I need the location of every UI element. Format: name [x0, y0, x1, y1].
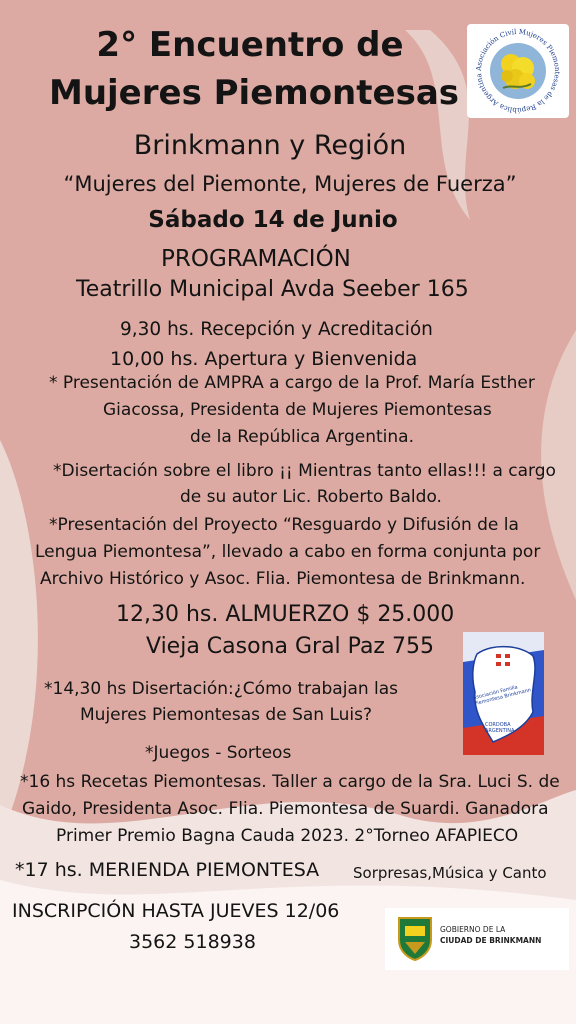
schedule-reception: 9,30 hs. Recepción y Acreditación — [120, 319, 433, 340]
program-heading: PROGRAMACIÓN — [161, 246, 351, 272]
recipes-line-1: *16 hs Recetas Piemontesas. Taller a cargo de la Sra. Luci S. de — [20, 772, 560, 792]
talk-line-1: *14,30 hs Disertación:¿Cómo trabajan las — [44, 679, 399, 699]
venue: Teatrillo Municipal Avda Seeber 165 — [76, 277, 469, 302]
flag-map-sub: CORDOBA ARGENTINA — [485, 722, 515, 734]
lunch: 12,30 hs. ALMUERZO $ 25.000 — [116, 602, 455, 627]
government-logo — [385, 908, 569, 970]
title-line-2: Mujeres Piemontesas — [48, 73, 459, 113]
project-line-3: Archivo Histórico y Asoc. Flia. Piemontesa de Brinkmann. — [40, 569, 526, 589]
ampra-line-3: de la República Argentina. — [190, 427, 415, 447]
schedule-opening: 10,00 hs. Apertura y Bienvenida — [110, 348, 418, 370]
book-line-2: de su autor Lic. Roberto Baldo. — [180, 487, 442, 507]
registration-label: INSCRIPCIÓN HASTA JUEVES 12/06 — [12, 900, 340, 922]
recipes-line-2: Gaido, Presidenta Asoc. Flia. Piemontesa de Suardi. Ganadora — [22, 799, 549, 819]
subtitle: Brinkmann y Región — [133, 130, 407, 161]
piemontese-flag-map — [463, 632, 544, 755]
talk-line-2: Mujeres Piemontesas de San Luis? — [80, 705, 373, 725]
project-line-2: Lengua Piemontesa”, llevado a cabo en forma conjunta por — [35, 542, 541, 562]
event-date: Sábado 14 de Junio — [148, 207, 398, 233]
lunch-venue: Vieja Casona Gral Paz 755 — [146, 634, 434, 659]
recipes-line-3: Primer Premio Bagna Cauda 2023. 2°Torneo AFAPIECO — [56, 826, 519, 846]
registration-phone: 3562 518938 — [129, 931, 256, 953]
ampra-line-2: Giacossa, Presidenta de Mujeres Piemontesas — [103, 400, 492, 420]
project-line-1: *Presentación del Proyecto “Resguardo y Difusión de la — [49, 515, 519, 535]
city-shield-icon — [395, 916, 435, 962]
government-line-2: CIUDAD DE BRINKMANN — [440, 936, 542, 945]
association-logo — [467, 24, 569, 118]
book-line-1: *Disertación sobre el libro ¡¡ Mientras tanto ellas!!! a cargo — [53, 461, 556, 481]
mimosa-seal-icon — [467, 24, 569, 118]
seal-text: Asociación Civil Mujeres Piemontesas de la República Argentina — [474, 27, 562, 115]
snack-extras: Sorpresas,Música y Canto — [353, 864, 547, 882]
ampra-line-1: * Presentación de AMPRA a cargo de la Prof. María Esther — [49, 373, 535, 393]
flag-map-label: Asociación Familia Piemontesa Brinkmann — [472, 684, 532, 708]
government-line-1: GOBIERNO DE LA — [440, 925, 506, 934]
motto: “Mujeres del Piemonte, Mujeres de Fuerza” — [63, 172, 517, 196]
snack: *17 hs. MERIENDA PIEMONTESA — [15, 859, 320, 881]
games: *Juegos - Sorteos — [145, 743, 292, 763]
title-line-1: 2° Encuentro de — [96, 25, 404, 65]
